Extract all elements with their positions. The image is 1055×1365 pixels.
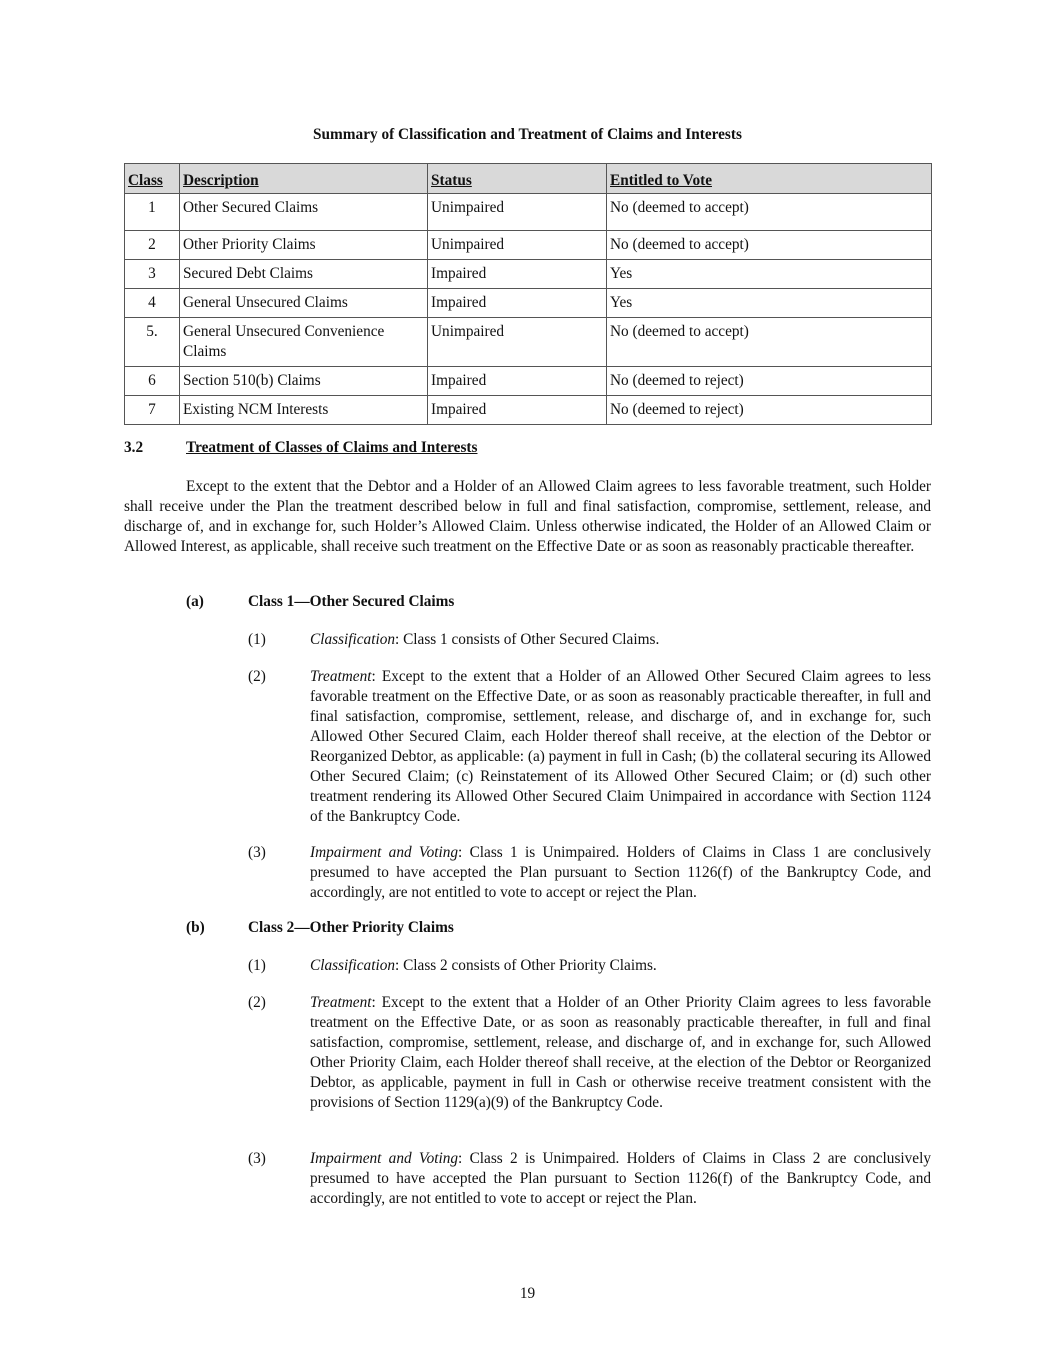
class-2-treatment bbox=[248, 993, 931, 1113]
table-row bbox=[125, 289, 932, 318]
page-number: 19 bbox=[519, 1285, 536, 1302]
cell-vote: No (deemed to reject) bbox=[607, 367, 932, 396]
cell-status: Unimpaired bbox=[428, 194, 607, 231]
item-label: Impairment and Voting bbox=[310, 844, 459, 861]
cell-vote: No (deemed to reject) bbox=[607, 396, 932, 425]
cell-status: Impaired bbox=[428, 396, 607, 425]
cell-class: 1 bbox=[125, 194, 180, 231]
cell-description: Other Priority Claims bbox=[180, 231, 428, 260]
item-text: : Except to the extent that a Holder of an Other Priority Claim agrees to less favorable treatment on the Effective Date, or as soon as reasonably practicable thereafter, in full and final satisfaction, compromise, settlement, release, and discharge of, and in exchange for, such Allowed Other Priority Claim, each Holder thereof shall receive, at the election of the Debtor or Reorganized Debtor, as applicable, payment in full in Cash or otherwise receive treatment consistent with the provisions of Section 1129(a)(9) of the Bankruptcy Code. bbox=[310, 994, 931, 1111]
section-heading bbox=[124, 439, 477, 457]
header-description: Description bbox=[180, 164, 428, 194]
item-number: (3) bbox=[248, 844, 266, 861]
table-header-row bbox=[125, 164, 932, 194]
class-2-heading bbox=[186, 919, 454, 937]
cell-vote: Yes bbox=[607, 289, 932, 318]
cell-status: Impaired bbox=[428, 260, 607, 289]
cell-vote: Yes bbox=[607, 260, 932, 289]
item-label: Classification bbox=[310, 631, 395, 648]
subsection-letter: (a) bbox=[186, 593, 204, 610]
cell-description: Secured Debt Claims bbox=[180, 260, 428, 289]
cell-status: Unimpaired bbox=[428, 318, 607, 367]
cell-class: 5. bbox=[125, 318, 180, 367]
table-row bbox=[125, 231, 932, 260]
cell-status: Impaired bbox=[428, 367, 607, 396]
cell-class: 2 bbox=[125, 231, 180, 260]
section-number: 3.2 bbox=[124, 439, 144, 456]
header-class: Class bbox=[125, 164, 180, 194]
cell-description: Section 510(b) Claims bbox=[180, 367, 428, 396]
item-number: (1) bbox=[248, 957, 266, 974]
classification-table bbox=[124, 163, 932, 425]
item-label: Impairment and Voting bbox=[310, 1150, 459, 1167]
cell-status: Unimpaired bbox=[428, 231, 607, 260]
table-row bbox=[125, 194, 932, 231]
cell-class: 7 bbox=[125, 396, 180, 425]
item-text: : Except to the extent that a Holder of an Allowed Other Secured Claim agrees to less favorable treatment on the Effective Date, or as soon as reasonably practicable thereafter, in full and final satisfaction, compromise, settlement, release, and discharge of, and in exchange for, such Allowed Other Secured Claim, each Holder thereof shall receive, at the election of the Debtor or Reorganized Debtor, as applicable: (a) payment in full in Cash; (b) the collateral securing its Allowed Other Secured Claim; (c) Reinstatement of its Allowed Other Secured Claim; or (d) such other treatment rendering its Allowed Other Secured Claim Unimpaired in accordance with Section 1124 of the Bankruptcy Code. bbox=[310, 668, 931, 825]
header-status: Status bbox=[428, 164, 607, 194]
item-number: (3) bbox=[248, 1150, 266, 1167]
cell-vote: No (deemed to accept) bbox=[607, 231, 932, 260]
class-1-treatment bbox=[248, 667, 931, 827]
item-text: : Class 1 is Unimpaired. Holders of Claims in Class 1 are conclusively presumed to have accepted the Plan pursuant to Section 1126(f) of the Bankruptcy Code, and accordingly, are not entitled to vote to accept or reject the Plan. bbox=[310, 844, 931, 901]
class-2-impairment-voting bbox=[248, 1149, 931, 1209]
table-row bbox=[125, 396, 932, 425]
section-title: Treatment of Classes of Claims and Interests bbox=[186, 439, 478, 456]
subsection-letter: (b) bbox=[186, 919, 205, 936]
item-text: : Class 2 is Unimpaired. Holders of Claims in Class 2 are conclusively presumed to have accepted the Plan pursuant to Section 1126(f) of the Bankruptcy Code, and accordingly, are not entitled to vote to accept or reject the Plan. bbox=[310, 1150, 931, 1207]
table-row bbox=[125, 318, 932, 367]
header-entitled-to-vote: Entitled to Vote bbox=[607, 164, 932, 194]
item-number: (2) bbox=[248, 994, 266, 1011]
cell-class: 3 bbox=[125, 260, 180, 289]
cell-description: Other Secured Claims bbox=[180, 194, 428, 231]
subsection-title: Class 1—Other Secured Claims bbox=[248, 593, 455, 610]
class-2-classification bbox=[248, 956, 931, 976]
cell-vote: No (deemed to accept) bbox=[607, 318, 932, 367]
item-label: Classification bbox=[310, 957, 395, 974]
item-text: : Class 2 consists of Other Priority Claims. bbox=[395, 957, 657, 974]
cell-status: Impaired bbox=[428, 289, 607, 318]
cell-class: 4 bbox=[125, 289, 180, 318]
table-title: Summary of Classification and Treatment of Claims and Interests bbox=[313, 126, 742, 143]
item-label: Treatment bbox=[310, 668, 372, 685]
table-row bbox=[125, 260, 932, 289]
cell-description: Existing NCM Interests bbox=[180, 396, 428, 425]
cell-vote: No (deemed to accept) bbox=[607, 194, 932, 231]
class-1-impairment-voting bbox=[248, 843, 931, 903]
subsection-title: Class 2—Other Priority Claims bbox=[248, 919, 454, 936]
item-number: (1) bbox=[248, 631, 266, 648]
cell-description: General Unsecured Convenience Claims bbox=[180, 318, 428, 367]
item-text: : Class 1 consists of Other Secured Claims. bbox=[395, 631, 660, 648]
table-row bbox=[125, 367, 932, 396]
section-intro-paragraph: Except to the extent that the Debtor and a Holder of an Allowed Claim agrees to less favorable treatment, such Holder shall receive under the Plan the treatment described below in full and final satisfaction, compromise, settlement, release, and discharge of, and in exchange for, such Holder’s Allowed Claim. Unless otherwise indicated, the Holder of an Allowed Claim or Allowed Interest, as applicable, shall receive such treatment on the Effective Date or as soon as reasonably practicable thereafter. bbox=[124, 478, 931, 555]
class-1-classification bbox=[248, 630, 931, 650]
cell-description: General Unsecured Claims bbox=[180, 289, 428, 318]
item-label: Treatment bbox=[310, 994, 372, 1011]
class-1-heading bbox=[186, 593, 454, 611]
item-number: (2) bbox=[248, 668, 266, 685]
cell-class: 6 bbox=[125, 367, 180, 396]
